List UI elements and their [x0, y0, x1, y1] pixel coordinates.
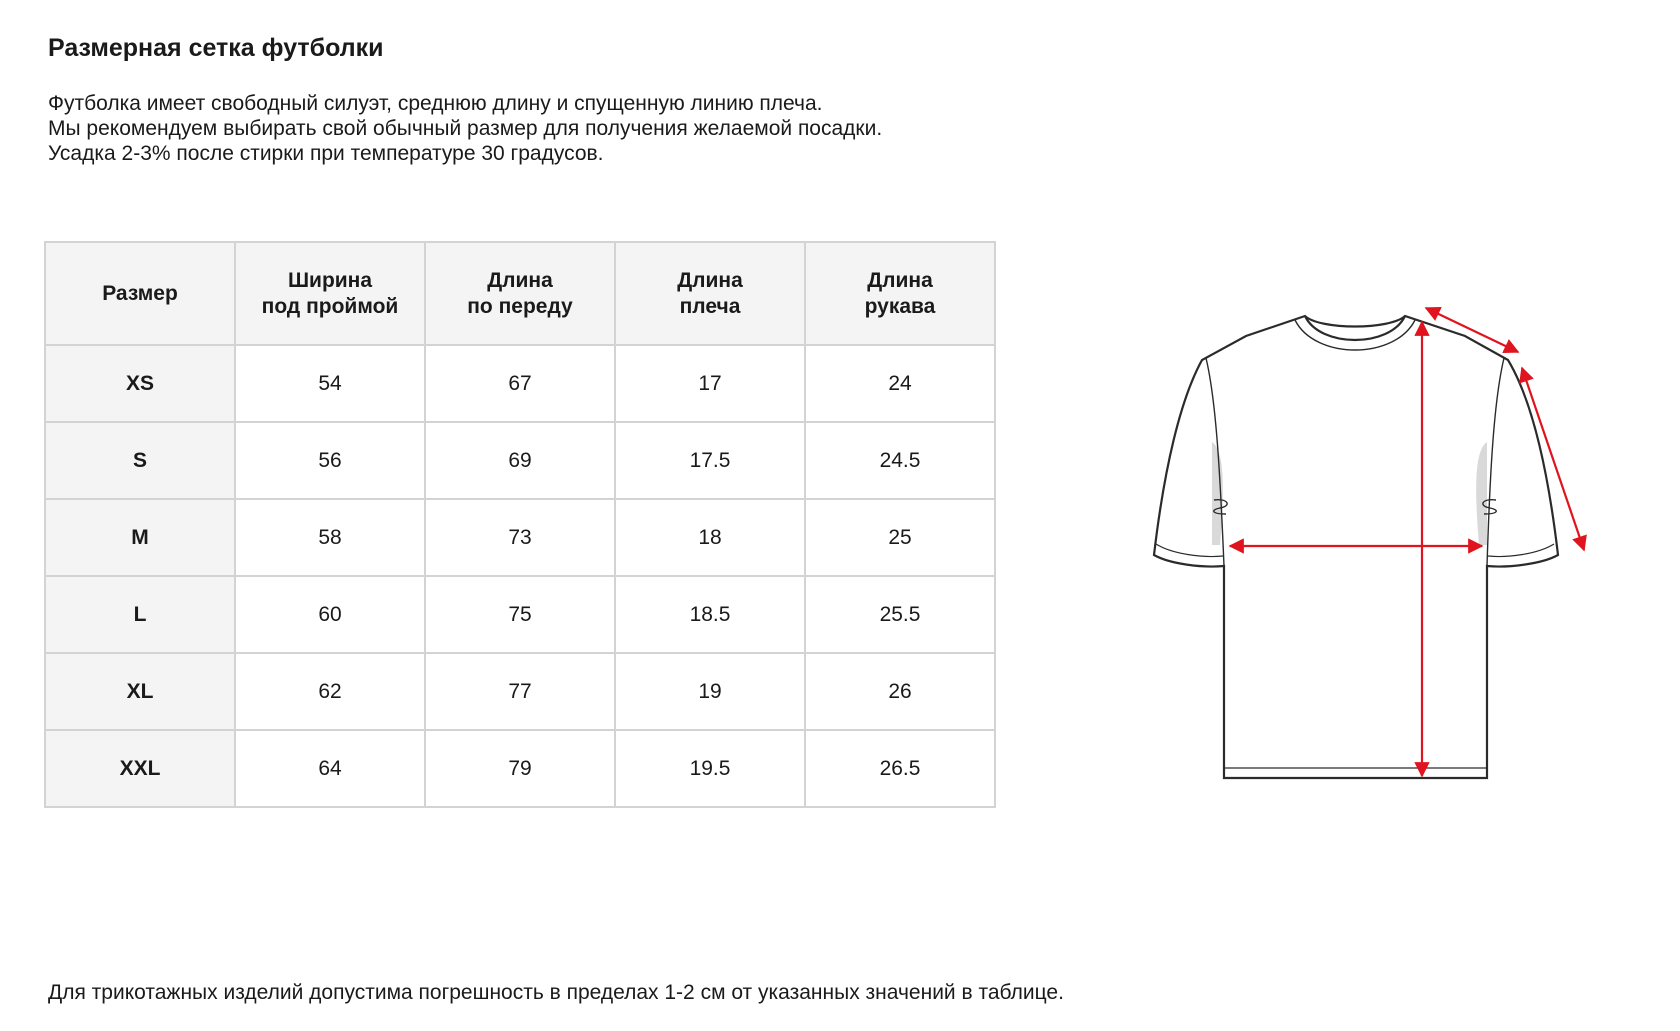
table-cell: 67: [425, 345, 615, 422]
table-cell: 69: [425, 422, 615, 499]
header-chest-width: [235, 242, 425, 345]
intro-line: Мы рекомендуем выбирать свой обычный размер для получения желаемой посадки.: [48, 117, 883, 140]
header-label: Размер: [102, 281, 178, 305]
table-cell: 24.5: [805, 422, 995, 499]
collar-rib: [1295, 320, 1415, 350]
header-label: Длина: [487, 268, 553, 292]
table-cell: 24: [805, 345, 995, 422]
table-header-row: [45, 242, 995, 345]
size-table: [44, 241, 996, 808]
header-label: плеча: [679, 294, 741, 318]
tshirt-measurement-diagram: [1150, 300, 1590, 800]
table-cell: 17: [615, 345, 805, 422]
table-cell: 77: [425, 653, 615, 730]
table-cell: 54: [235, 345, 425, 422]
table-cell: 75: [425, 576, 615, 653]
header-label: Длина: [867, 268, 933, 292]
armhole-shadow: [1476, 442, 1487, 545]
table-cell: 19.5: [615, 730, 805, 807]
collar-outline: [1305, 316, 1405, 340]
sleeve-seam: [1487, 358, 1504, 566]
intro-text: [48, 91, 882, 166]
header-front-length: [425, 242, 615, 345]
intro-line: Футболка имеет свободный силуэт, среднюю длину и спущенную линию плеча.: [48, 92, 823, 115]
table-row: [45, 653, 995, 730]
page-title: Размерная сетка футболки: [48, 34, 384, 62]
table-cell: 73: [425, 499, 615, 576]
header-shoulder-length: [615, 242, 805, 345]
size-cell: M: [45, 499, 235, 576]
shoulder-arrow: [1426, 308, 1518, 352]
table-cell: 26.5: [805, 730, 995, 807]
size-cell: S: [45, 422, 235, 499]
table-cell: 79: [425, 730, 615, 807]
size-cell: XS: [45, 345, 235, 422]
table-row: [45, 499, 995, 576]
table-cell: 18: [615, 499, 805, 576]
table-row: [45, 422, 995, 499]
header-size: [45, 242, 235, 345]
table-cell: 17.5: [615, 422, 805, 499]
table-cell: 62: [235, 653, 425, 730]
header-label: по переду: [467, 294, 573, 318]
table-cell: 25.5: [805, 576, 995, 653]
header-label: под проймой: [261, 294, 399, 318]
size-cell: XL: [45, 653, 235, 730]
table-cell: 25: [805, 499, 995, 576]
table-cell: 18.5: [615, 576, 805, 653]
header-label: рукава: [864, 294, 936, 318]
table-cell: 64: [235, 730, 425, 807]
table-cell: 26: [805, 653, 995, 730]
header-label: Ширина: [287, 268, 373, 292]
header-sleeve-length: [805, 242, 995, 345]
header-label: Длина: [677, 268, 743, 292]
table-cell: 56: [235, 422, 425, 499]
table-cell: 58: [235, 499, 425, 576]
table-row: [45, 576, 995, 653]
table-row: [45, 345, 995, 422]
table-row: [45, 730, 995, 807]
footnote: Для трикотажных изделий допустима погрешность в пределах 1-2 см от указанных значений в таблице.: [48, 981, 1064, 1004]
intro-line: Усадка 2-3% после стирки при температуре 30 градусов.: [48, 142, 604, 165]
cuff-stitch: [1488, 544, 1554, 557]
size-cell: XXL: [45, 730, 235, 807]
table-cell: 19: [615, 653, 805, 730]
table-cell: 60: [235, 576, 425, 653]
size-cell: L: [45, 576, 235, 653]
cuff-stitch: [1156, 544, 1223, 557]
